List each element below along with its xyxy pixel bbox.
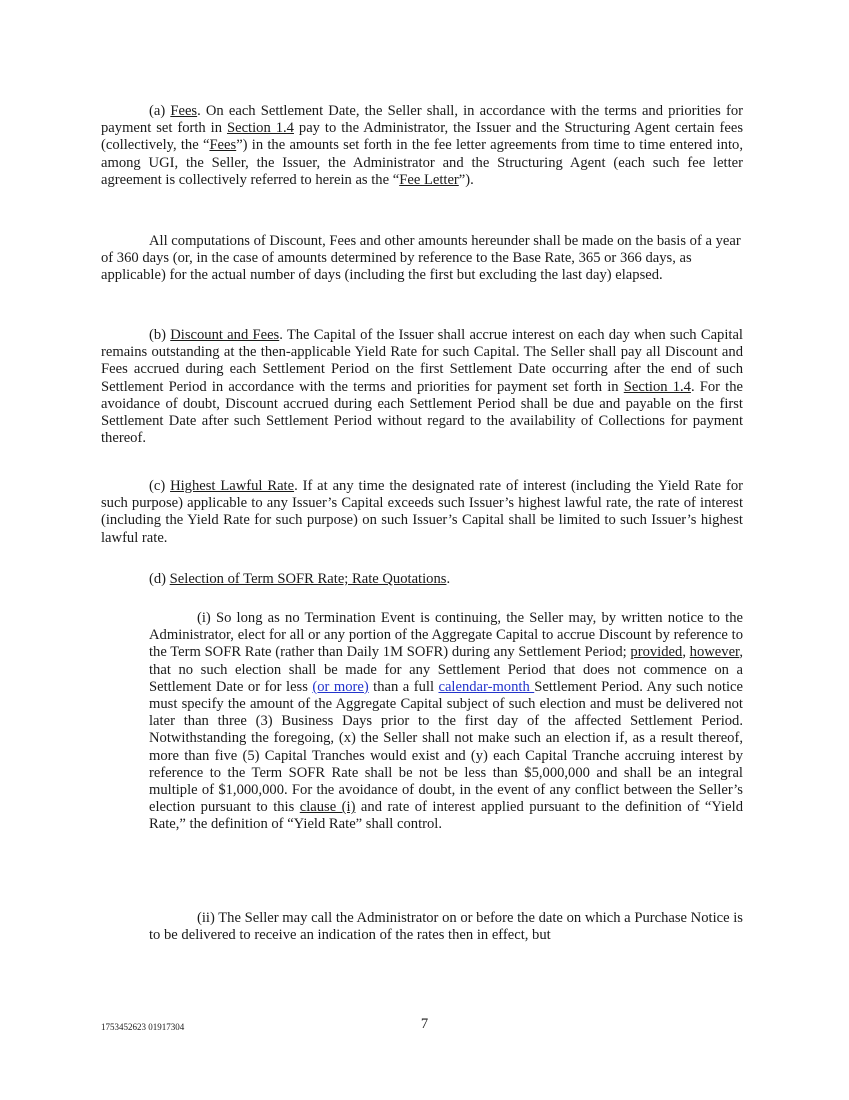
paragraph-ii-rate-quotations: (ii) The Seller may call the Administrator on or before the date on which a Purchase Notice is to be delivered to receive an indication of the rates then in effect, but	[149, 910, 743, 944]
para-a-text-4: ”).	[458, 171, 474, 188]
para-d-lead: (d)	[149, 571, 170, 587]
para-i-text-2: , that no such election shall be made for any Settlement Period that does not commence on a Settlement Date or for less	[149, 644, 743, 695]
para-a-lead: (a)	[149, 103, 171, 119]
para-b-heading: Discount and Fees	[170, 327, 280, 343]
defined-term-fees: Fees	[209, 137, 237, 154]
para-a-text-1: . On each Settlement Date, the Seller shall, in accordance with the terms and priorities for payment set forth in	[101, 103, 743, 137]
para-b-text-1: . The Capital of the Issuer shall accrue interest on each day when such Capital remains outstanding at the then-applicable Yield Rate for such Capital. The Seller shall pay all Discount and Fees accrued during each Settlement Period on the first Settlement Date occurring after the end of such Settlement Period in accordance with the terms and priorities for payment set forth in	[101, 327, 743, 395]
term-however: however	[689, 644, 740, 661]
paragraph-d-heading	[101, 571, 743, 588]
paragraph-i-term-sofr-election	[149, 610, 743, 834]
paragraph-a-fees	[101, 103, 743, 189]
para-c-lead: (c)	[149, 478, 171, 494]
section-reference: Section 1.4	[623, 378, 691, 395]
page-number: 7	[420, 1016, 429, 1032]
paragraph-c-highest-lawful-rate	[101, 478, 743, 547]
para-a-text-2: pay to the Administrator, the Issuer and the Structuring Agent certain fees (collectively, the “	[101, 120, 744, 154]
tracked-insertion: (or more)	[312, 678, 369, 695]
term-provided: provided	[630, 644, 683, 661]
para-b-lead: (b)	[149, 327, 171, 343]
para-i-comma: ,	[682, 644, 690, 661]
para-i-text-1: (i) So long as no Termination Event is continuing, the Seller may, by written notice to the Administrator, elect for all or any portion of the Aggregate Capital to accrue Discount by reference to the Term SOFR Rate (rather than Daily 1M SOFR) during any Settlement Period;	[149, 610, 743, 661]
paragraph-computations: All computations of Discount, Fees and other amounts hereunder shall be made on the basis of a year of 360 days (or, in the case of amounts determined by reference to the Base Rate, 365 or 366 days, as applicable) for the actual number of days (including the first but excluding the last day) elapsed.	[101, 233, 741, 284]
para-i-text-4: Settlement Period. Any such notice must specify the amount of the Aggregate Capital subject of such election and must be delivered not later than three (3) Business Days prior to the first day of the affected Settlement Period. Notwithstanding the foregoing, (x) the Seller shall not make such an election if, as a result thereof, more than five (5) Capital Tranches would exist and (y) each Capital Tranche accruing interest by reference to the Term SOFR Rate shall be not be less than $5,000,000 and shall be an integral multiple of $1,000,000. For the avoidance of doubt, in the event of any conflict between the Seller’s election pursuant to this	[149, 678, 744, 816]
para-d-heading: Selection of Term SOFR Rate; Rate Quotations	[169, 571, 447, 587]
para-b-text-2: . For the avoidance of doubt, Discount accrued during each Settlement Period shall be due and payable on the first Settlement Date after such Settlement Period without regard to the availability of Collections for payment thereof.	[101, 378, 743, 447]
para-a-heading: Fees	[170, 103, 198, 119]
paragraph-b-discount-and-fees	[101, 327, 743, 447]
para-d-tail: .	[446, 571, 451, 587]
defined-term-fee-letter: Fee Letter	[399, 171, 459, 188]
tracked-insertion: calendar-month	[438, 678, 535, 695]
section-reference: Section 1.4	[226, 120, 294, 137]
para-i-text-3: than a full	[368, 678, 439, 695]
para-c-text: . If at any time the designated rate of interest (including the Yield Rate for such purpose) applicable to any Issuer’s Capital exceeds such Issuer’s highest lawful rate, the rate of interest (including the Yield Rate for such purpose) on such Issuer’s Capital shall be limited to such Issuer’s highest lawful rate.	[101, 478, 743, 546]
clause-reference: clause (i)	[299, 799, 356, 816]
para-a-text-3: ”) in the amounts set forth in the fee letter agreements from time to time entered into, among UGI, the Seller, the Issuer, the Administrator and the Structuring Agent (each such fee letter agreement is collectively referred to herein as the “	[101, 137, 743, 188]
para-c-heading: Highest Lawful Rate	[170, 478, 295, 494]
para-i-text-5: and rate of interest applied pursuant to the definition of “Yield Rate,” the definition of “Yield Rate” shall control.	[149, 799, 743, 833]
footer-document-id: 1753452623 01917304	[101, 1022, 185, 1032]
